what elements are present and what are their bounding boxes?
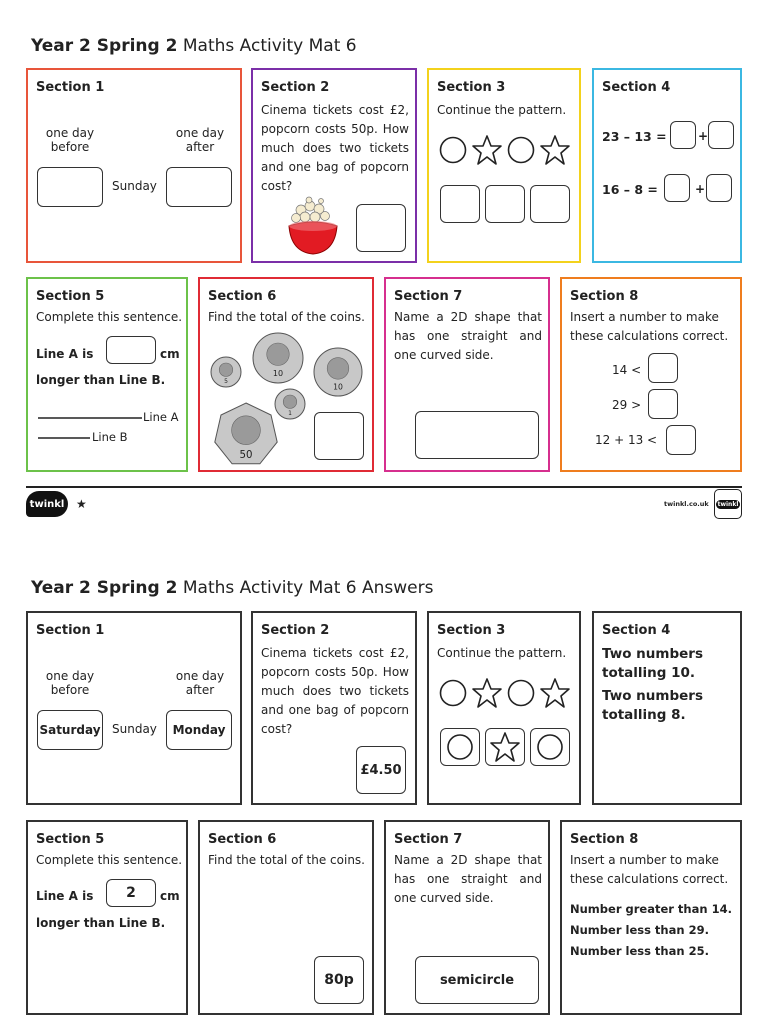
star-icon: ★ bbox=[76, 497, 87, 511]
one-day-before-label: one day before bbox=[45, 669, 95, 697]
section-title: Section 8 bbox=[570, 289, 639, 304]
line-b bbox=[38, 436, 90, 440]
coin-value-label: 5 bbox=[224, 377, 228, 385]
section-title: Section 5 bbox=[36, 832, 105, 847]
section-title: Section 4 bbox=[602, 623, 671, 638]
footer-divider bbox=[26, 486, 742, 488]
plus-sign: + bbox=[698, 129, 709, 143]
section-1 bbox=[26, 68, 242, 263]
answer-1: Number greater than 14. bbox=[570, 902, 732, 916]
answer-section-4 bbox=[592, 611, 742, 805]
cm-unit: cm bbox=[160, 347, 180, 361]
circle-shape bbox=[441, 138, 466, 163]
coin-value-label: 10 bbox=[333, 382, 343, 392]
section-title: Section 1 bbox=[36, 623, 105, 638]
answer-section-3 bbox=[427, 611, 581, 805]
day-label: Sunday bbox=[112, 179, 157, 193]
pattern-answer-box-3 bbox=[530, 728, 570, 766]
section-title: Section 1 bbox=[36, 80, 105, 95]
length-answer-box[interactable] bbox=[106, 336, 156, 364]
question-text: Continue the pattern. bbox=[437, 103, 567, 117]
calculation-3-box[interactable] bbox=[666, 425, 696, 455]
question-text: Find the total of the coins. bbox=[208, 853, 365, 867]
star-shape bbox=[541, 679, 569, 707]
answer-section-1 bbox=[26, 611, 242, 805]
day-before-answer-box[interactable] bbox=[37, 167, 103, 207]
one-day-after-label: one day after bbox=[175, 669, 225, 697]
circle-shape bbox=[536, 733, 564, 761]
answer-box: semicircle bbox=[415, 956, 539, 1004]
equation-1-box-a[interactable] bbox=[670, 121, 696, 149]
title-bold: Year 2 Spring 2 bbox=[31, 36, 178, 56]
pattern-answer-box-2[interactable] bbox=[485, 185, 525, 223]
question-text: Continue the pattern. bbox=[437, 646, 567, 660]
title-bold: Year 2 Spring 2 bbox=[31, 578, 178, 598]
title-rest: Maths Activity Mat 6 Answers bbox=[182, 578, 434, 598]
section-title: Section 7 bbox=[394, 832, 463, 847]
answer-box[interactable] bbox=[314, 412, 364, 460]
section-title: Section 2 bbox=[261, 80, 330, 95]
star-shape bbox=[541, 136, 569, 164]
calculation-2: 29 > bbox=[612, 398, 642, 412]
section-6 bbox=[198, 277, 374, 472]
twinkl-logo bbox=[26, 491, 68, 517]
coin-5p bbox=[211, 357, 241, 387]
star-shape bbox=[473, 136, 501, 164]
pattern-answer-box-3[interactable] bbox=[530, 185, 570, 223]
answer-section-7 bbox=[384, 820, 550, 1015]
line-a-is-text: Line A is bbox=[36, 889, 94, 903]
equation-1: 23 – 13 = bbox=[602, 129, 667, 144]
pattern-answer-box-1[interactable] bbox=[440, 185, 480, 223]
section-title: Section 6 bbox=[208, 289, 277, 304]
pattern-shapes bbox=[439, 676, 573, 710]
circle-shape bbox=[509, 138, 534, 163]
answers-title bbox=[31, 578, 433, 598]
pattern-answer-box-2 bbox=[485, 728, 525, 766]
day-after-answer: Monday bbox=[166, 710, 232, 750]
title-rest: Maths Activity Mat 6 bbox=[182, 36, 357, 56]
line-b-label: Line B bbox=[92, 430, 128, 444]
longer-text: longer than Line B. bbox=[36, 373, 166, 387]
instruction-text: Insert a number to make these calculations correct. bbox=[570, 853, 729, 886]
instruction-text: Complete this sentence. bbox=[36, 853, 183, 867]
section-7 bbox=[384, 277, 550, 472]
equation-1-box-b[interactable] bbox=[708, 121, 734, 149]
pattern-answer-box-1 bbox=[440, 728, 480, 766]
section-5 bbox=[26, 277, 188, 472]
calculation-2-box[interactable] bbox=[648, 389, 678, 419]
coin-value-label: 10 bbox=[272, 369, 284, 378]
answer-section-2 bbox=[251, 611, 417, 805]
coin-value-label: 50 bbox=[239, 450, 253, 462]
line-a-label: Line A bbox=[143, 410, 179, 424]
circle-shape bbox=[441, 681, 466, 706]
section-4 bbox=[592, 68, 742, 263]
section-title: Section 7 bbox=[394, 289, 463, 304]
section-title: Section 8 bbox=[570, 832, 639, 847]
calculation-1-box[interactable] bbox=[648, 353, 678, 383]
calculation-3: 12 + 13 < bbox=[595, 433, 658, 447]
day-before-answer: Saturday bbox=[37, 710, 103, 750]
day-after-answer-box[interactable] bbox=[166, 167, 232, 207]
circle-shape bbox=[509, 681, 534, 706]
section-8 bbox=[560, 277, 742, 472]
section-title: Section 3 bbox=[437, 80, 506, 95]
longer-text: longer than Line B. bbox=[36, 916, 166, 930]
section-title: Section 4 bbox=[602, 80, 671, 95]
answer-1: Two numbers totalling 10. bbox=[602, 646, 703, 681]
line-a bbox=[38, 416, 142, 420]
instruction-text: Insert a number to make these calculations correct. bbox=[570, 310, 729, 343]
answer-2: Number less than 29. bbox=[570, 923, 709, 937]
question-text: Cinema tickets cost £2, popcorn costs 50p. How much does two tickets and one bag of popcorn cost? bbox=[261, 103, 409, 193]
question-text: Name a 2D shape that has one straight and one curved side. bbox=[394, 853, 542, 905]
answer-3: Number less than 25. bbox=[570, 944, 709, 958]
star-shape bbox=[473, 679, 501, 707]
section-title: Section 3 bbox=[437, 623, 506, 638]
quality-badge bbox=[714, 489, 742, 519]
site-url: twinkl.co.uk bbox=[664, 500, 709, 508]
cm-unit: cm bbox=[160, 889, 180, 903]
answer-box[interactable] bbox=[415, 411, 539, 459]
coin-10p bbox=[253, 333, 303, 383]
section-3 bbox=[427, 68, 581, 263]
length-answer: 2 bbox=[106, 879, 156, 907]
section-title: Section 5 bbox=[36, 289, 105, 304]
answer-box: £4.50 bbox=[356, 746, 406, 794]
section-2 bbox=[251, 68, 417, 263]
popcorn-icon bbox=[283, 196, 343, 256]
equation-2: 16 – 8 = bbox=[602, 182, 658, 197]
section-title: Section 2 bbox=[261, 623, 330, 638]
coin-50p bbox=[215, 403, 277, 464]
badge-text: twinkl bbox=[717, 500, 739, 508]
section-title: Section 6 bbox=[208, 832, 277, 847]
answer-box[interactable] bbox=[356, 204, 406, 252]
answer-section-5 bbox=[26, 820, 188, 1015]
line-a-is-text: Line A is bbox=[36, 347, 94, 361]
circle-shape bbox=[446, 733, 474, 761]
page-title bbox=[31, 36, 357, 56]
answer-2: Two numbers totalling 8. bbox=[602, 688, 703, 723]
coin-value-label: 1 bbox=[288, 409, 292, 417]
coin-10p bbox=[314, 348, 362, 396]
question-text: Cinema tickets cost £2, popcorn costs 50p. How much does two tickets and one bag of popcorn cost? bbox=[261, 646, 409, 736]
equation-2-box-a[interactable] bbox=[664, 174, 690, 202]
answer-box: 80p bbox=[314, 956, 364, 1004]
day-label: Sunday bbox=[112, 722, 157, 736]
calculation-1: 14 < bbox=[612, 363, 642, 377]
pattern-shapes bbox=[439, 133, 573, 167]
answer-section-6 bbox=[198, 820, 374, 1015]
logo-text: twinkl bbox=[29, 498, 65, 510]
one-day-after-label: one day after bbox=[175, 126, 225, 154]
coin-1p bbox=[275, 389, 305, 419]
question-text: Find the total of the coins. bbox=[208, 310, 365, 324]
instruction-text: Complete this sentence. bbox=[36, 310, 183, 324]
question-text: Name a 2D shape that has one straight and one curved side. bbox=[394, 310, 542, 362]
answer-section-8 bbox=[560, 820, 742, 1015]
plus-sign: + bbox=[695, 182, 706, 196]
one-day-before-label: one day before bbox=[45, 126, 95, 154]
equation-2-box-b[interactable] bbox=[706, 174, 732, 202]
star-shape bbox=[490, 732, 520, 762]
